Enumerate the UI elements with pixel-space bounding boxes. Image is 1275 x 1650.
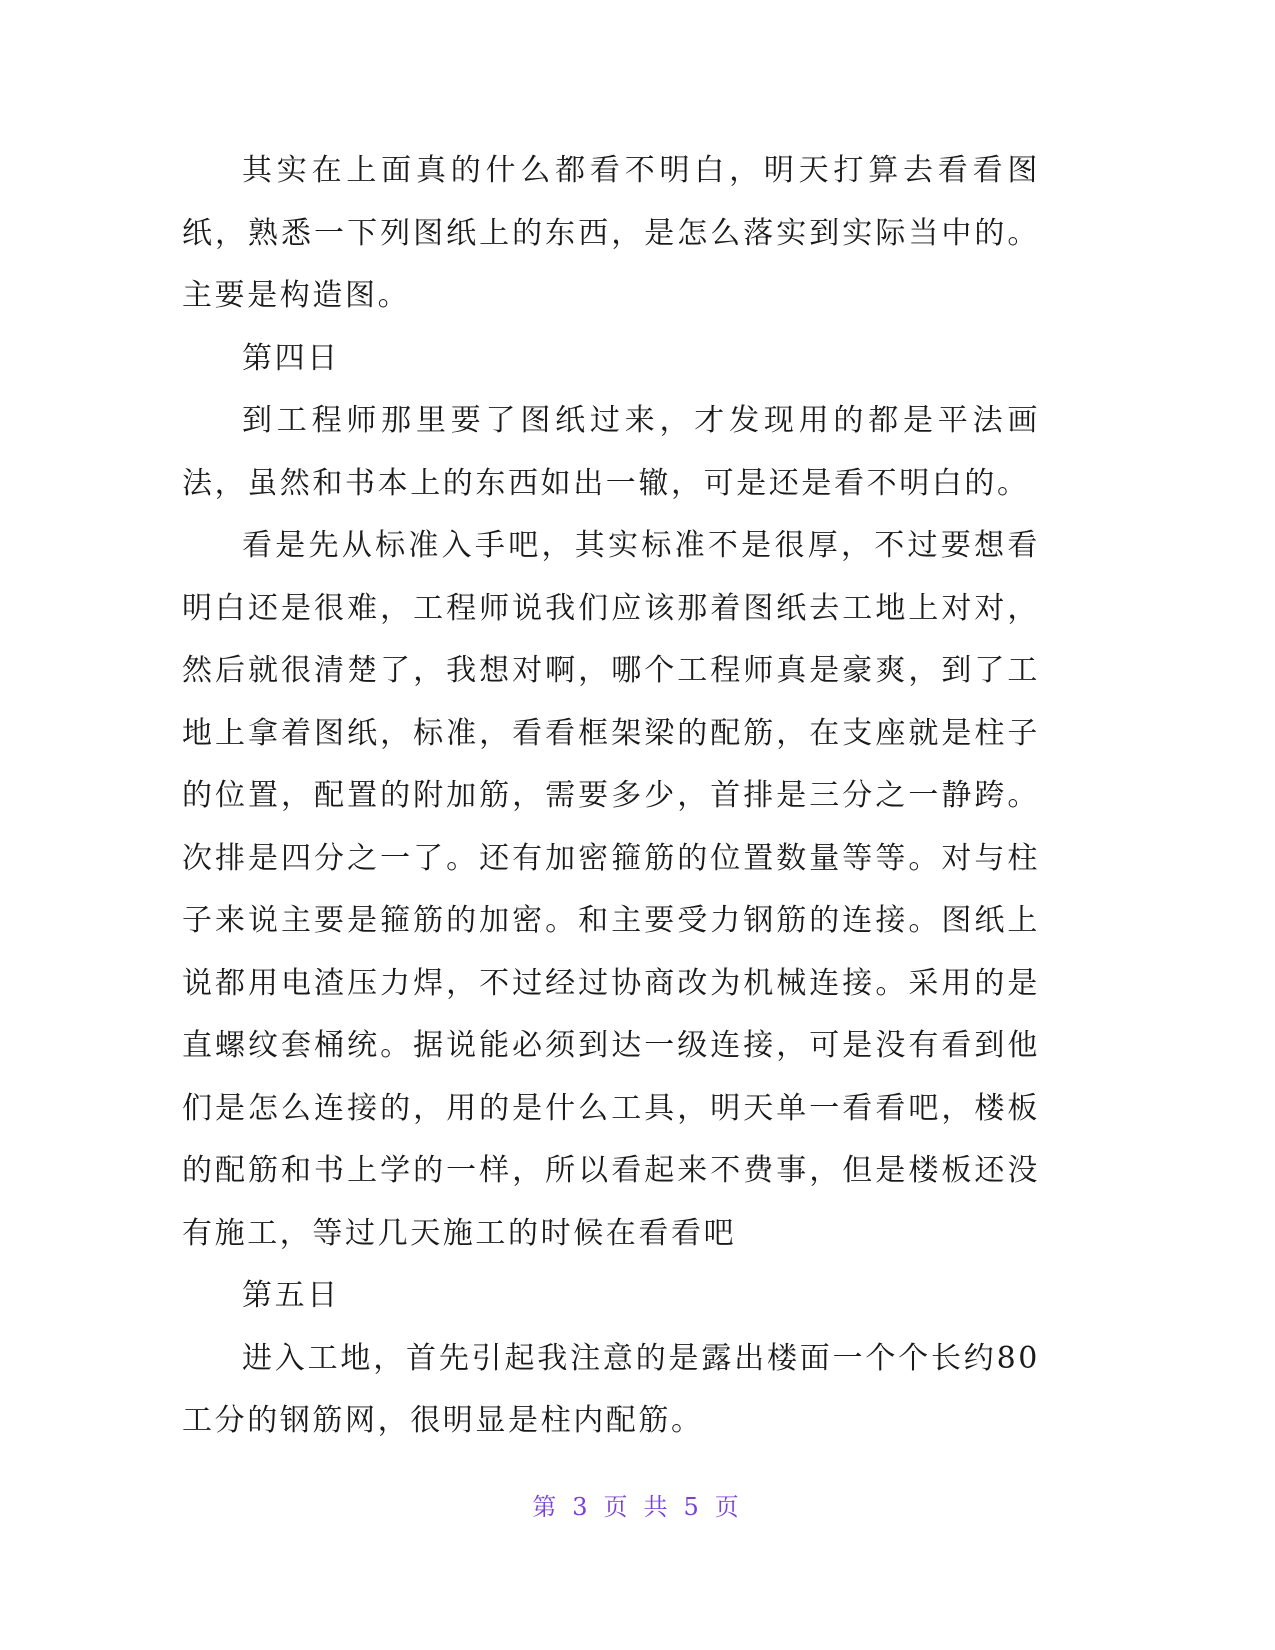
paragraph-day-five-1: 进入工地，首先引起我注意的是露出楼面一个个长约80工分的钢筋网，很明显是柱内配筋。: [182, 1340, 1040, 1438]
heading-day-five: 第五日: [242, 1278, 340, 1313]
footer-suffix: 页: [714, 1493, 743, 1521]
footer-page-number: 3: [572, 1493, 592, 1521]
heading-day-four: 第四日: [242, 340, 340, 376]
footer-total-number: 5: [683, 1493, 703, 1521]
paragraph-day-four-2: 看是先从标准入手吧，其实标准不是很厚，不过要想看明白还是很难，工程师说我们应该那着图纸去工地上对对，然后就很清楚了，我想对啊，哪个工程师真是豪爽，到了工地上拿着图纸，标准，看看框架梁的配筋，在支座就是柱子的位置，配置的附加筋，需要多少，首排是三分之一静跨。次排是四分之一了。还有加密箍筋的位置数量等等。对与柱子来说主要是箍筋的加密。和主要受力钢筋的连接。图纸上说都用电渣压力焊，不过经过协商改为机械连接。采用的是直螺纹套桶统。据说能必须到达一级连接，可是没有看到他们是怎么连接的，用的是什么工具，明天单一看看吧，楼板的配筋和书上学的一样，所以看起来不费事，但是楼板还没有施工，等过几天施工的时候在看看吧: [182, 528, 1040, 1251]
page-footer: [0, 1487, 1275, 1522]
footer-total-word: 共: [643, 1493, 672, 1521]
footer-prefix: 第: [532, 1493, 561, 1521]
paragraph-intro: 其实在上面真的什么都看不明白，明天打算去看看图纸，熟悉一下列图纸上的东西，是怎么落实到实际当中的。主要是构造图。: [182, 153, 1040, 313]
document-body: [182, 140, 1040, 1453]
footer-page-word: 页: [603, 1493, 632, 1521]
paragraph-day-four-1: 到工程师那里要了图纸过来，才发现用的都是平法画法，虽然和书本上的东西如出一辙，可是还是看不明白的。: [182, 403, 1040, 501]
